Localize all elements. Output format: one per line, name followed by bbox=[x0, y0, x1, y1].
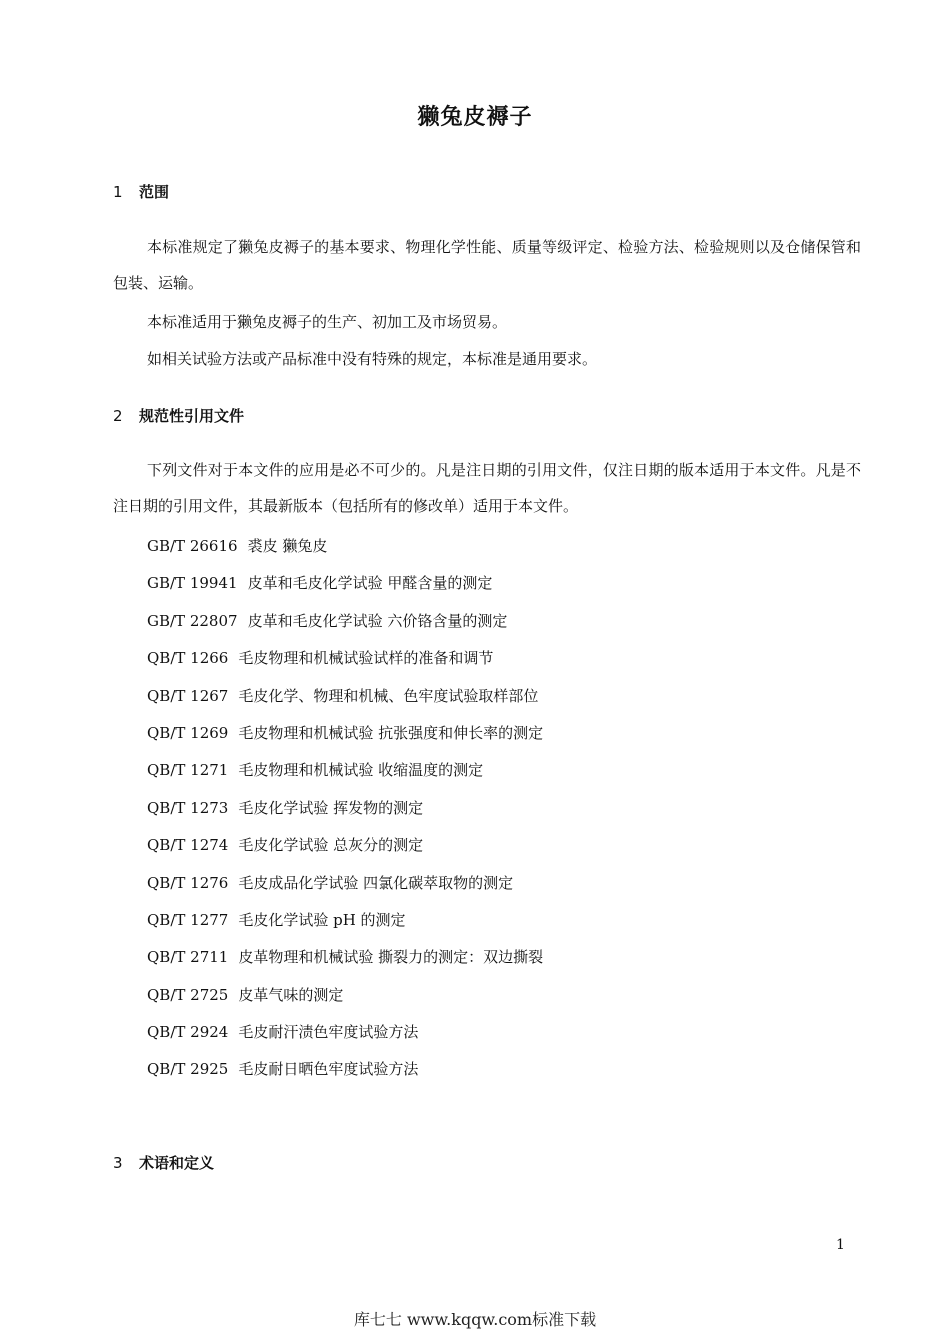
list-item bbox=[147, 985, 543, 1022]
reference-title: 毛皮化学试验 挥发物的测定 bbox=[238, 798, 424, 817]
reference-title: 毛皮物理和机械试验试样的准备和调节 bbox=[238, 649, 494, 668]
list-item bbox=[147, 947, 543, 984]
reference-title: 毛皮耐日晒色牢度试验方法 bbox=[238, 1060, 419, 1079]
section-title: 规范性引用文件 bbox=[139, 407, 245, 425]
reference-code: QB/T 2925 bbox=[147, 1060, 229, 1079]
list-item bbox=[147, 573, 543, 610]
reference-code: QB/T 1276 bbox=[147, 873, 229, 892]
reference-title: 毛皮化学、物理和机械、色牢度试验取样部位 bbox=[238, 686, 539, 705]
reference-code: QB/T 2711 bbox=[147, 948, 229, 967]
reference-code: QB/T 1269 bbox=[147, 723, 229, 742]
list-item bbox=[147, 1059, 543, 1096]
reference-list bbox=[147, 536, 543, 1097]
reference-code: QB/T 1271 bbox=[147, 761, 229, 780]
list-item bbox=[147, 723, 543, 760]
reference-title: 毛皮物理和机械试验 抗张强度和伸长率的测定 bbox=[238, 723, 544, 742]
footer-watermark: 库七七 www.kqqw.com标准下载 bbox=[353, 1310, 597, 1329]
section-title: 术语和定义 bbox=[139, 1154, 215, 1172]
list-item bbox=[147, 873, 543, 910]
list-item bbox=[147, 686, 543, 723]
reference-title: 皮革和毛皮化学试验 甲醛含量的测定 bbox=[247, 574, 493, 593]
list-item bbox=[147, 536, 543, 573]
list-item bbox=[147, 648, 543, 685]
scope-paragraph-3: 如相关试验方法或产品标准中没有特殊的规定，本标准是通用要求。 bbox=[147, 350, 598, 368]
reference-title: 皮革气味的测定 bbox=[238, 985, 344, 1004]
page-number: 1 bbox=[836, 1237, 845, 1253]
section-number: 2 bbox=[113, 407, 123, 425]
section-number: 3 bbox=[113, 1154, 123, 1172]
list-item bbox=[147, 760, 543, 797]
reference-code: QB/T 2725 bbox=[147, 985, 229, 1004]
reference-title: 皮革和毛皮化学试验 六价铬含量的测定 bbox=[247, 611, 508, 630]
reference-code: QB/T 1267 bbox=[147, 686, 229, 705]
list-item bbox=[147, 611, 543, 648]
section-heading-scope bbox=[113, 181, 169, 202]
reference-title: 毛皮化学试验 总灰分的测定 bbox=[238, 836, 424, 855]
reference-title: 皮革物理和机械试验 撕裂力的测定：双边撕裂 bbox=[238, 948, 544, 967]
scope-paragraph-2: 本标准适用于獭兔皮褥子的生产、初加工及市场贸易。 bbox=[147, 313, 508, 331]
reference-code: QB/T 1277 bbox=[147, 910, 229, 929]
reference-code: GB/T 19941 bbox=[147, 574, 238, 593]
scope-paragraph-1: 本标准规定了獭兔皮褥子的基本要求、物理化学性能、质量等级评定、检验方法、检验规则以及仓储保管和包装、运输。 bbox=[113, 238, 861, 292]
reference-code: GB/T 22807 bbox=[147, 611, 238, 630]
reference-title: 毛皮成品化学试验 四氯化碳萃取物的测定 bbox=[238, 873, 514, 892]
section-heading-normative-references bbox=[113, 405, 244, 426]
reference-code: QB/T 1273 bbox=[147, 798, 229, 817]
list-item bbox=[147, 1022, 543, 1059]
section-number: 1 bbox=[113, 183, 123, 201]
normative-intro-paragraph: 下列文件对于本文件的应用是必不可少的。凡是注日期的引用文件，仅注日期的版本适用于本文件。凡是不注日期的引用文件，其最新版本（包括所有的修改单）适用于本文件。 bbox=[113, 461, 861, 515]
page-title: 獭兔皮褥子 bbox=[417, 105, 533, 130]
reference-code: GB/T 26616 bbox=[147, 537, 238, 555]
list-item bbox=[147, 798, 543, 835]
section-heading-terms-definitions bbox=[113, 1152, 214, 1173]
reference-code: QB/T 1274 bbox=[147, 836, 229, 855]
list-item bbox=[147, 910, 543, 947]
reference-code: QB/T 2924 bbox=[147, 1023, 229, 1042]
reference-code: QB/T 1266 bbox=[147, 649, 229, 668]
list-item bbox=[147, 835, 543, 872]
reference-title: 毛皮耐汗渍色牢度试验方法 bbox=[238, 1023, 419, 1042]
reference-title: 毛皮物理和机械试验 收缩温度的测定 bbox=[238, 761, 484, 780]
section-title: 范围 bbox=[139, 183, 170, 201]
reference-title: 毛皮化学试验 pH 的测定 bbox=[238, 910, 406, 929]
reference-title: 裘皮 獭兔皮 bbox=[247, 537, 328, 555]
